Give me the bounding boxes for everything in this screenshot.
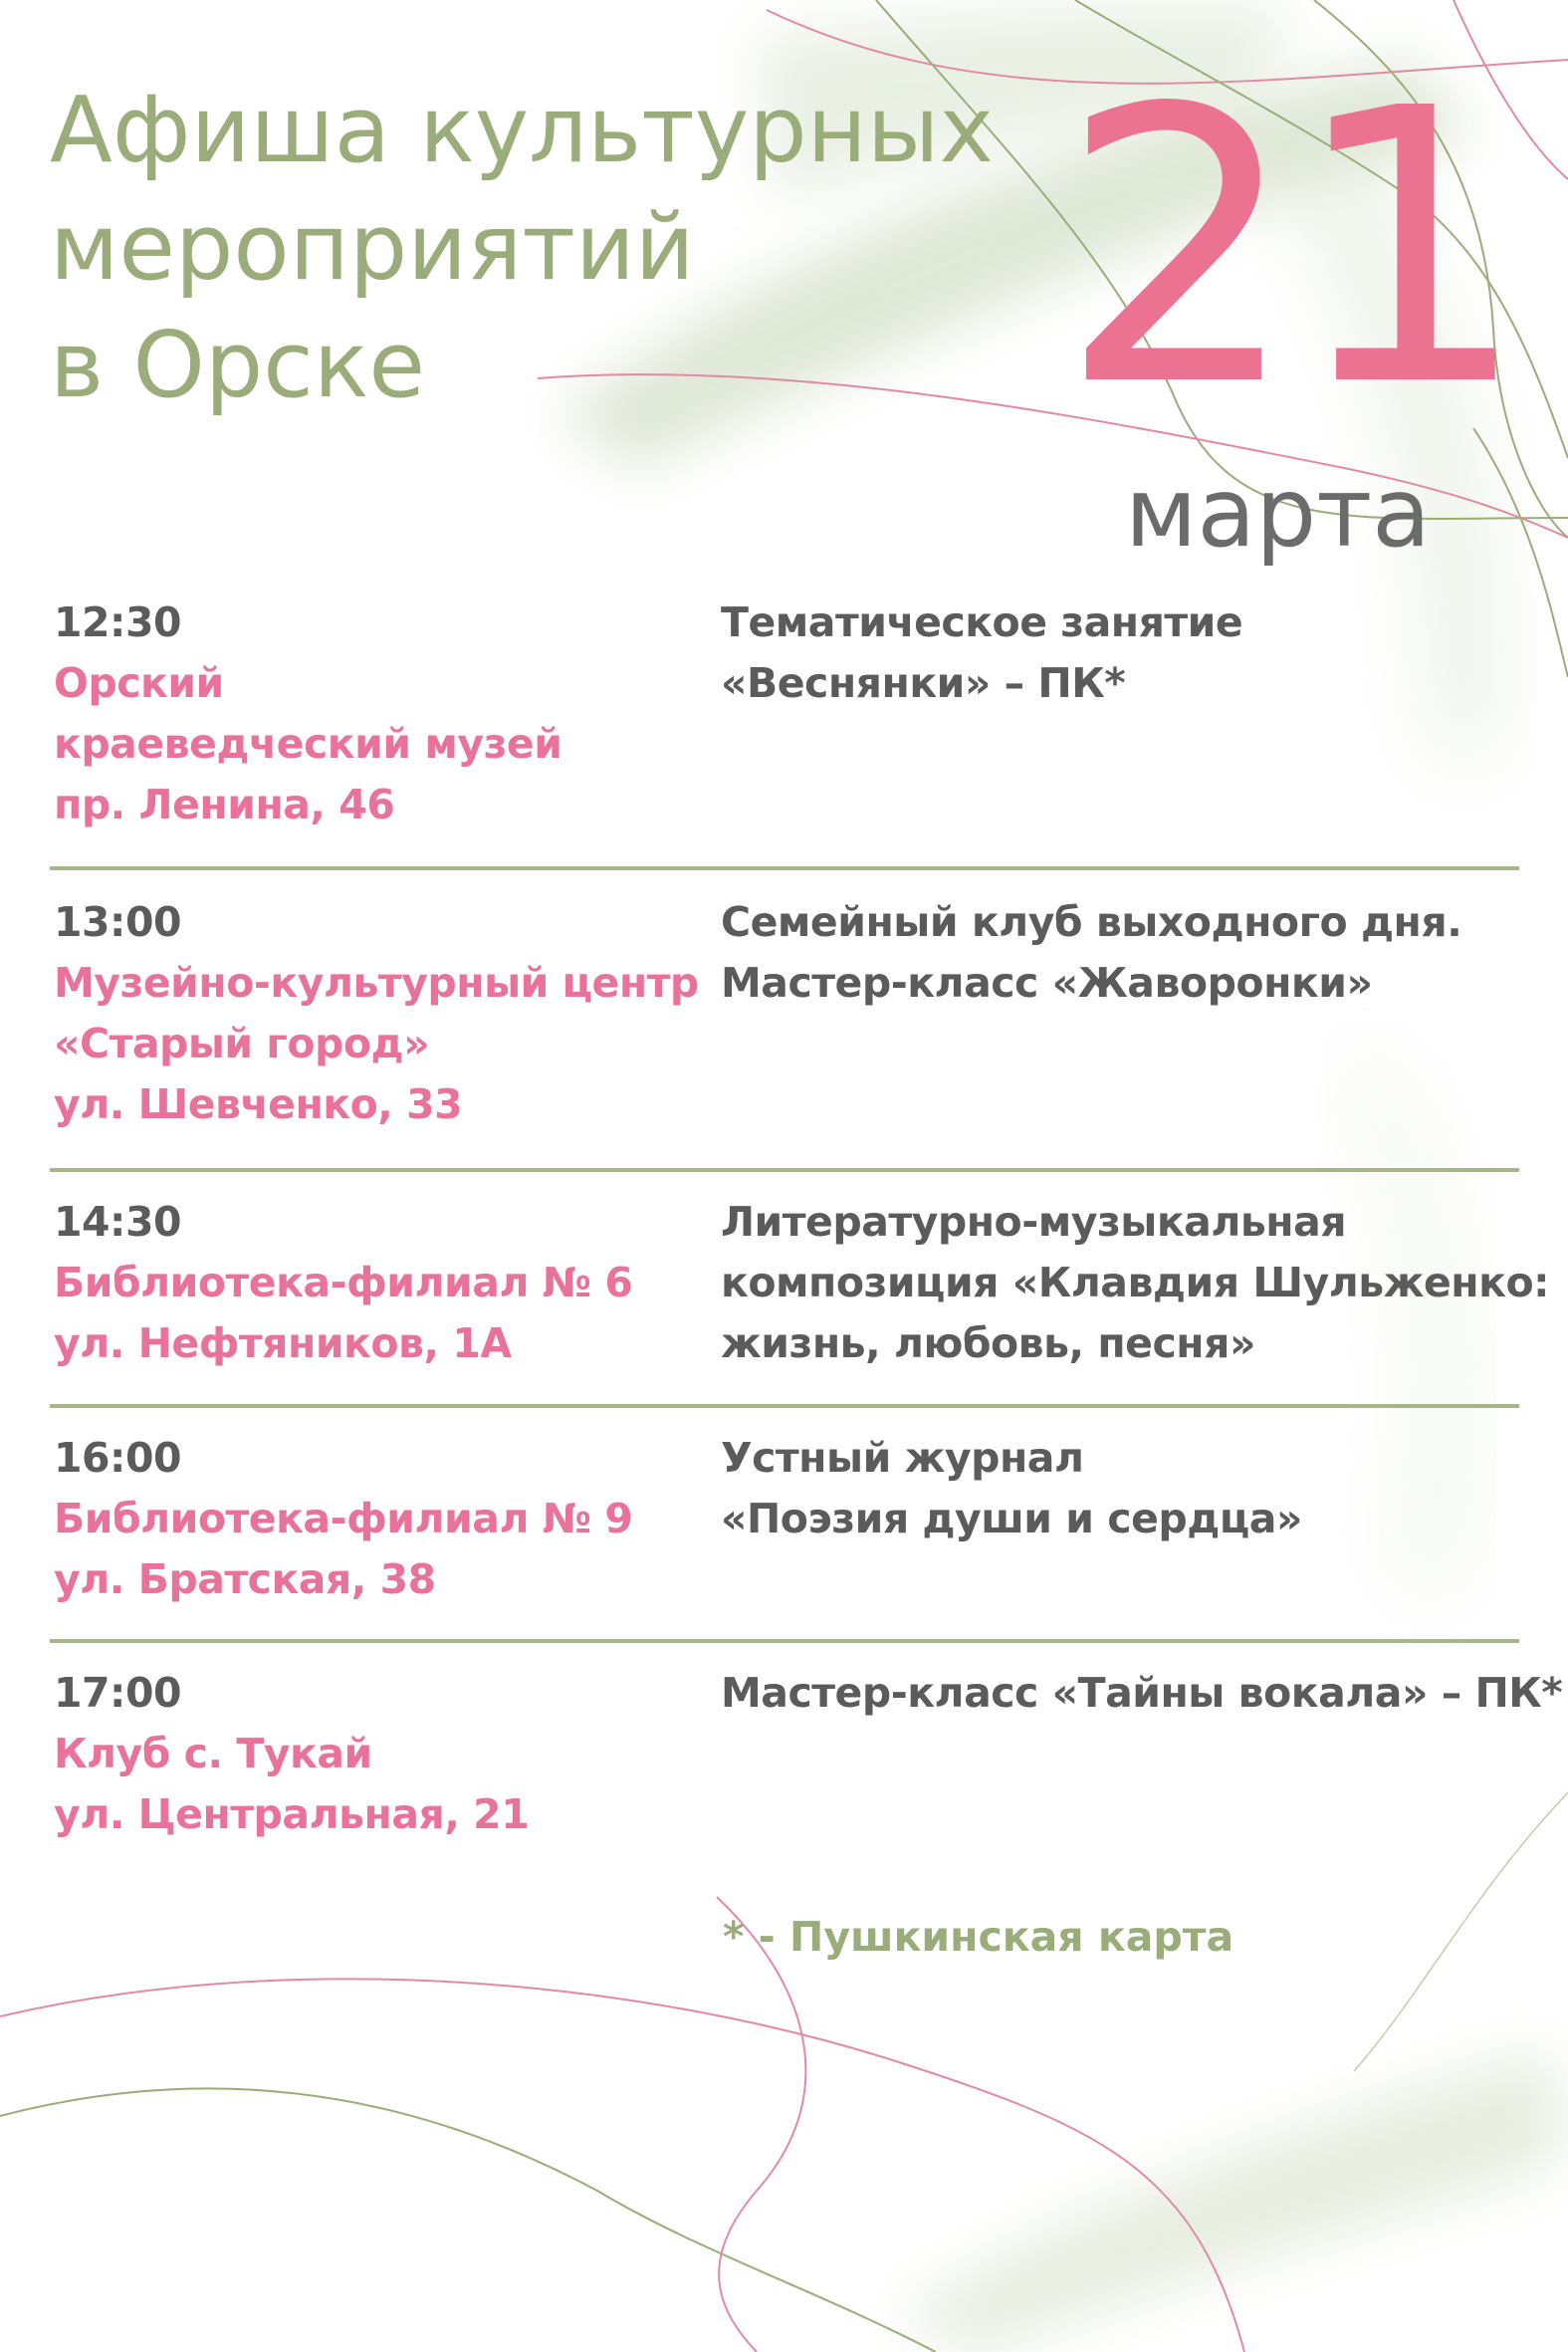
event-venue-line: «Старый город» [54,1020,430,1067]
title-line: в Орске [50,312,426,418]
event-info [54,592,711,835]
event-info [54,892,711,1135]
event-description [721,1663,1563,1724]
event-time: 13:00 [54,898,182,946]
event-info [54,1428,711,1610]
title-line: мероприятий [50,194,695,301]
event-description [721,1192,1550,1374]
poster-title [50,72,1065,424]
event-row [50,1643,1563,1872]
event-time: 12:30 [54,598,182,646]
event-venue-line: Библиотека-филиал № 9 [54,1495,633,1542]
event-row [50,870,1519,1172]
event-row [50,1172,1550,1408]
event-address: пр. Ленина, 46 [54,781,395,828]
event-description-line: «Поэзия души и сердца» [721,1495,1302,1542]
event-address: ул. Центральная, 21 [54,1790,530,1838]
event-description-line: Мастер-класс «Тайны вокала» – ПК* [721,1669,1563,1717]
event-venue-line: краеведческий музей [54,720,562,768]
title-line: Афиша культурных [50,77,994,183]
event-description [721,1428,1537,1549]
event-description-line: Семейный клуб выходного дня. [721,898,1462,946]
event-description-line: «Веснянки» – ПК* [721,659,1126,707]
event-time: 16:00 [54,1434,182,1482]
event-description-line: композиция «Клавдия Шульженко: [721,1259,1550,1306]
event-venue-line: Орский [54,659,224,707]
event-address: ул. Шевченко, 33 [54,1080,463,1128]
event-address: ул. Братская, 38 [54,1555,436,1603]
event-description-line: Мастер-класс «Жаворонки» [721,959,1373,1007]
event-description-line: Литературно-музыкальная [721,1198,1347,1246]
event-info [54,1192,711,1374]
event-description-line: Тематическое занятие [721,598,1243,646]
event-description [721,592,1537,714]
date-day: 21 [1058,28,1520,469]
event-description-line: жизнь, любовь, песня» [721,1319,1255,1367]
event-description [721,892,1537,1014]
pushkin-card-footnote: * - Пушкинская карта [723,1913,1234,1961]
events-list [50,592,1563,1872]
event-time: 14:30 [54,1198,182,1246]
event-time: 17:00 [54,1669,182,1717]
event-description-line: Устный журнал [721,1434,1084,1482]
date-month: марта [1125,457,1431,569]
event-info [54,1663,711,1845]
event-venue-line: Библиотека-филиал № 6 [54,1259,633,1306]
event-address: ул. Нефтяников, 1А [54,1319,512,1367]
event-row [50,592,1519,870]
event-row [50,1408,1519,1643]
event-venue-line: Музейно-культурный центр [54,959,699,1007]
event-venue-line: Клуб с. Тукай [54,1730,372,1777]
